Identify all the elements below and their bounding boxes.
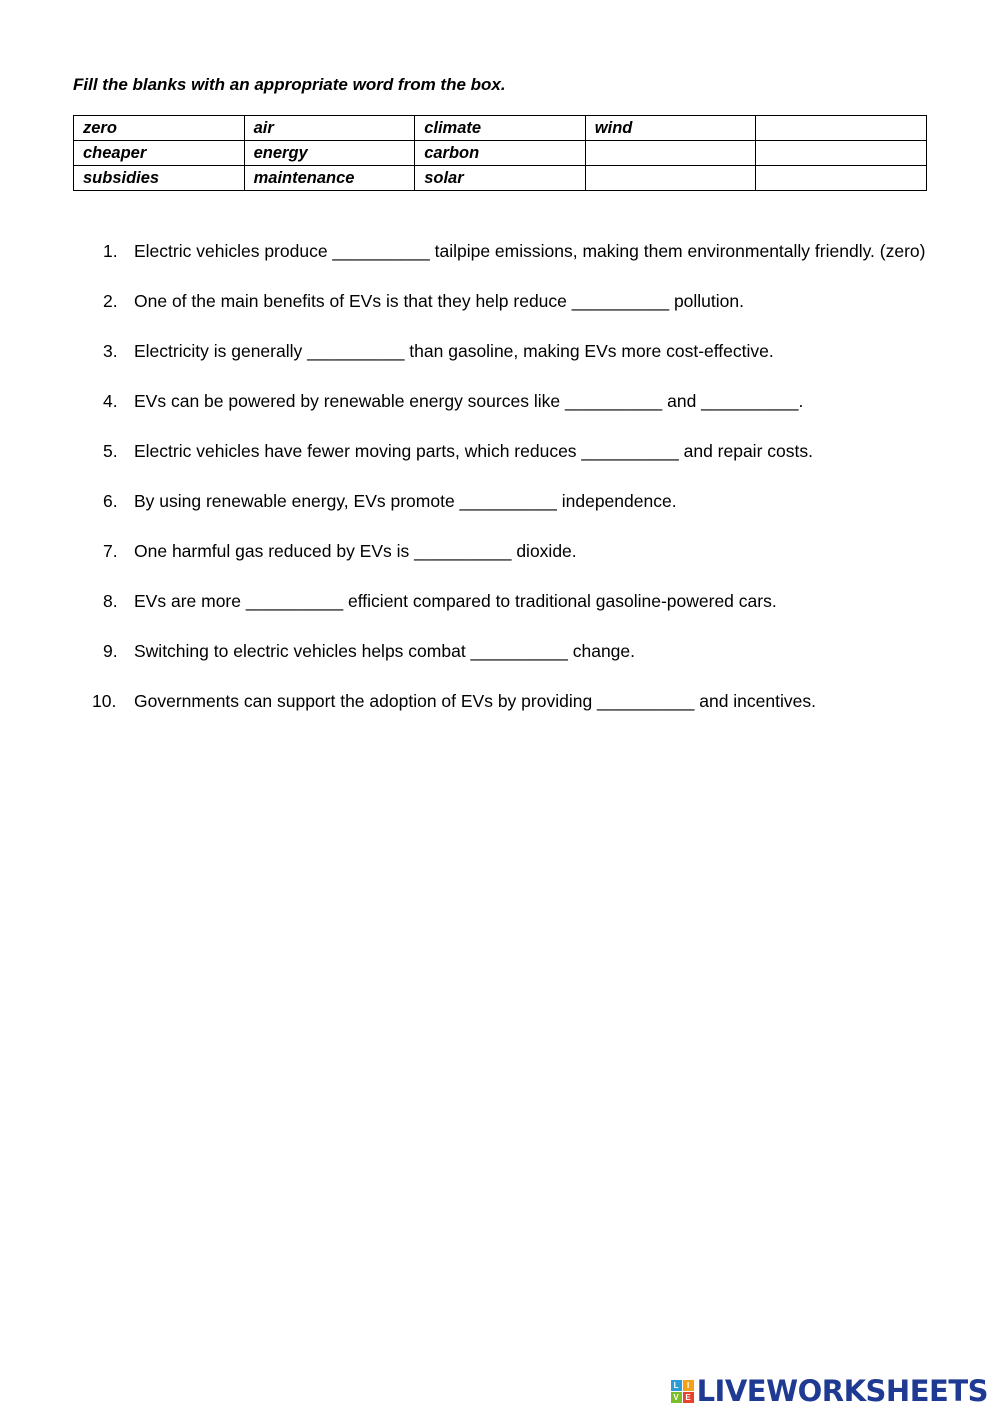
word-cell: zero: [74, 116, 245, 141]
question-text: Electricity is generally __________ than gasoline, making EVs more cost-effective.: [134, 341, 774, 361]
word-cell: solar: [415, 166, 586, 191]
question-text: Governments can support the adoption of EVs by providing __________ and incentives.: [134, 691, 816, 711]
question-item: [92, 483, 932, 520]
word-box: [73, 115, 927, 191]
word-cell: wind: [585, 116, 756, 141]
word-cell: subsidies: [74, 166, 245, 191]
question-list: [92, 233, 932, 733]
question-item: [92, 583, 932, 620]
word-cell: cheaper: [74, 141, 245, 166]
question-text: Switching to electric vehicles helps combat __________ change.: [134, 641, 636, 661]
word-cell: [756, 166, 927, 191]
question-item: [92, 683, 932, 720]
question-text: EVs can be powered by renewable energy sources like __________ and __________.: [134, 391, 804, 411]
question-text: One harmful gas reduced by EVs is __________ dioxide.: [134, 541, 577, 561]
question-number: 3.: [103, 341, 118, 361]
word-cell: maintenance: [244, 166, 415, 191]
question-number: 5.: [103, 441, 118, 461]
question-text: Electric vehicles have fewer moving parts, which reduces __________ and repair costs.: [134, 441, 813, 461]
word-cell: [756, 141, 927, 166]
liveworksheets-logo-icon: [671, 1380, 694, 1403]
instruction-heading: Fill the blanks with an appropriate word from the box.: [73, 75, 506, 94]
question-number: 10.: [92, 691, 117, 711]
question-text: One of the main benefits of EVs is that they help reduce __________ pollution.: [134, 291, 744, 311]
word-cell: energy: [244, 141, 415, 166]
logo-tile: V: [671, 1392, 682, 1403]
liveworksheets-brand[interactable]: [671, 1374, 988, 1408]
question-text: Electric vehicles produce __________ tailpipe emissions, making them environmentally friendly. (zero): [134, 241, 926, 261]
question-number: 4.: [103, 391, 118, 411]
question-text: By using renewable energy, EVs promote __________ independence.: [134, 491, 677, 511]
question-item: [92, 633, 932, 670]
question-item: [92, 233, 932, 270]
question-number: 8.: [103, 591, 118, 611]
question-item: [92, 433, 932, 470]
question-number: 7.: [103, 541, 118, 561]
word-cell: [585, 141, 756, 166]
question-item: [92, 383, 932, 420]
word-cell: carbon: [415, 141, 586, 166]
logo-tile: L: [671, 1380, 682, 1391]
word-box-row: [74, 141, 927, 166]
question-number: 6.: [103, 491, 118, 511]
brand-name: LIVEWORKSHEETS: [696, 1374, 988, 1408]
word-cell: climate: [415, 116, 586, 141]
word-box-row: [74, 166, 927, 191]
word-cell: [756, 116, 927, 141]
question-number: 1.: [103, 241, 118, 261]
question-item: [92, 533, 932, 570]
question-item: [92, 283, 932, 320]
question-number: 2.: [103, 291, 118, 311]
question-item: [92, 333, 932, 370]
question-text: EVs are more __________ efficient compared to traditional gasoline-powered cars.: [134, 591, 777, 611]
logo-tile: E: [683, 1392, 694, 1403]
word-cell: air: [244, 116, 415, 141]
word-cell: [585, 166, 756, 191]
word-box-row: [74, 116, 927, 141]
logo-tile: I: [683, 1380, 694, 1391]
question-number: 9.: [103, 641, 118, 661]
